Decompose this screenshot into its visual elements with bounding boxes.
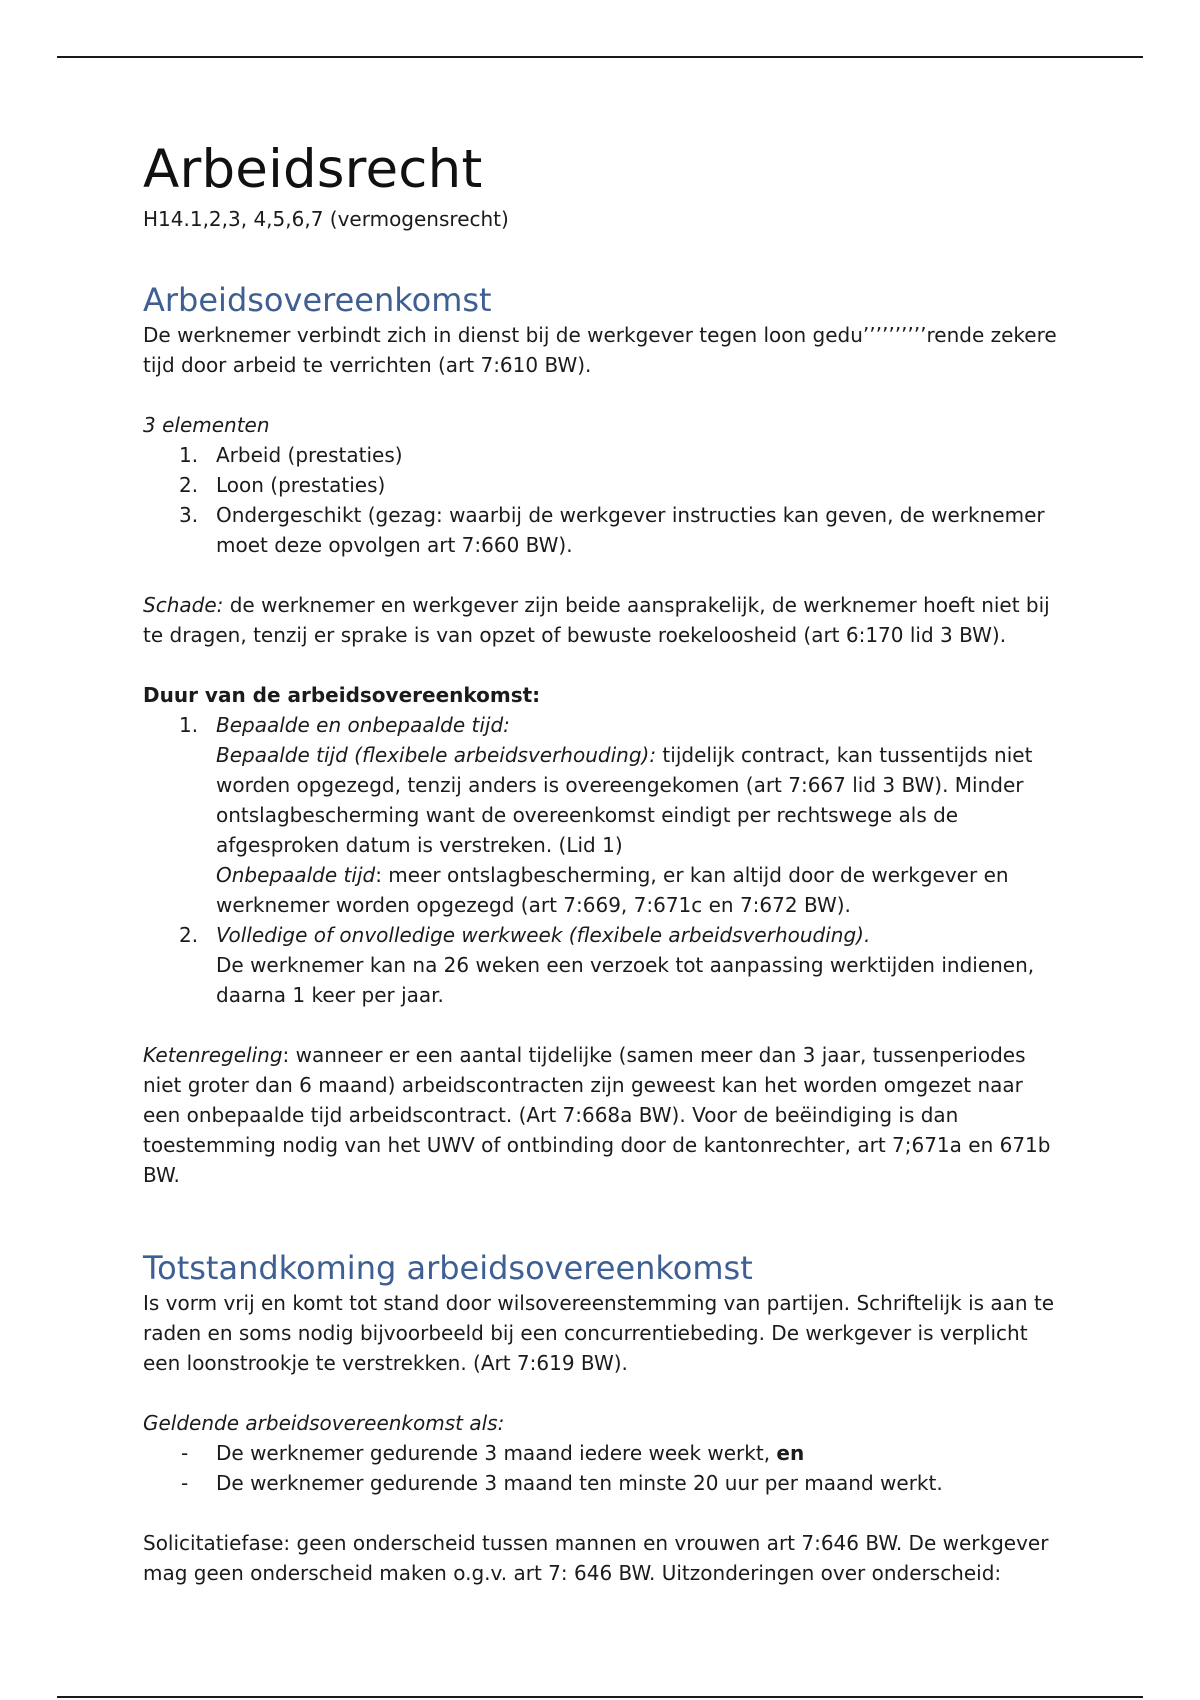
schade-paragraph: Schade: de werknemer en werkgever zijn beide aansprakelijk, de werknemer hoeft niet bij te dragen, tenzij er sprake is van opzet of bewuste roekeloosheid (art 6:170 lid 3 BW). — [143, 593, 1050, 647]
intro-paragraph: De werknemer verbindt zich in dienst bij de werkgever tegen loon gedu’’’’’’’’’’rende zekere tijd door arbeid te verrichten (art 7:610 BW). — [143, 323, 1057, 377]
duur-heading: Duur van de arbeidsovereenkomst: — [143, 683, 541, 707]
list-item: 3. Ondergeschikt (gezag: waarbij de werkgever instructies kan geven, de werknemer moet deze opvolgen art 7:660 BW). — [179, 503, 1045, 557]
ketenregeling-paragraph: Ketenregeling: wanneer er een aantal tijdelijke (samen meer dan 3 jaar, tussenperiodes niet groter dan 6 maand) arbeidscontracten zijn geweest kan het worden omgezet naar een onbepaalde tijd arbeidscontract. (Art 7:668a BW). Voor de beëindiging is dan toestemming nodig van het UWV of ontbinding door de kantonrechter, art 7;671a en 671b BW. — [143, 1043, 1051, 1187]
list-item: 1. Arbeid (prestaties) — [179, 443, 403, 467]
elements-list — [143, 440, 1063, 560]
section-heading-arbeidsovereenkomst: Arbeidsovereenkomst — [143, 281, 492, 319]
totstandkoming-paragraph: Is vorm vrij en komt tot stand door wilsovereenstemming van partijen. Schriftelijk is aan te raden en soms nodig bijvoorbeeld bij een concurrentiebeding. De werkgever is verplicht een loonstrookje te verstrekken. (Art 7:619 BW). — [143, 1291, 1055, 1375]
document-title: Arbeidsrecht — [143, 139, 483, 200]
footer-rule — [57, 1696, 1143, 1698]
list-item: 2. Loon (prestaties) — [179, 473, 386, 497]
list-item: 2. Volledige of onvolledige werkweek (flexibele arbeidsverhouding). De werknemer kan na 26 weken een verzoek tot aanpassing werktijden indienen, daarna 1 keer per jaar. — [179, 923, 1035, 1007]
elements-label: 3 elementen — [143, 413, 270, 437]
header-rule — [57, 56, 1143, 58]
document-subtitle: H14.1,2,3, 4,5,6,7 (vermogensrecht) — [143, 207, 509, 231]
solicitatie-paragraph: Solicitatiefase: geen onderscheid tussen mannen en vrouwen art 7:646 BW. De werkgever mag geen onderscheid maken o.g.v. art 7: 646 BW. Uitzonderingen over onderscheid: — [143, 1531, 1049, 1585]
list-item: - De werknemer gedurende 3 maand ten minste 20 uur per maand werkt. — [181, 1471, 943, 1495]
duur-list — [143, 710, 1063, 1010]
document-page — [143, 140, 1063, 1588]
list-item: - De werknemer gedurende 3 maand iedere week werkt, en — [181, 1441, 805, 1465]
geldend-label: Geldende arbeidsovereenkomst als: — [143, 1411, 505, 1435]
section-heading-totstandkoming: Totstandkoming arbeidsovereenkomst — [143, 1249, 753, 1287]
list-item: 1. Bepaalde en onbepaalde tijd: Bepaalde tijd (flexibele arbeidsverhouding): tijdelijk contract, kan tussentijds niet worden opgezegd, tenzij anders is overeengekomen (art 7:667 lid 3 BW). Minder ontslagbescherming want de overeenkomst eindigt per rechtswege als de afgesproken datum is verstreken. (Lid 1) Onbepaalde tijd: meer ontslagbescherming, er kan altijd door de werkgever en werknemer worden opgezegd (art 7:669, 7:671c en 7:672 BW). — [179, 713, 1033, 917]
conditions-list — [143, 1438, 1063, 1498]
